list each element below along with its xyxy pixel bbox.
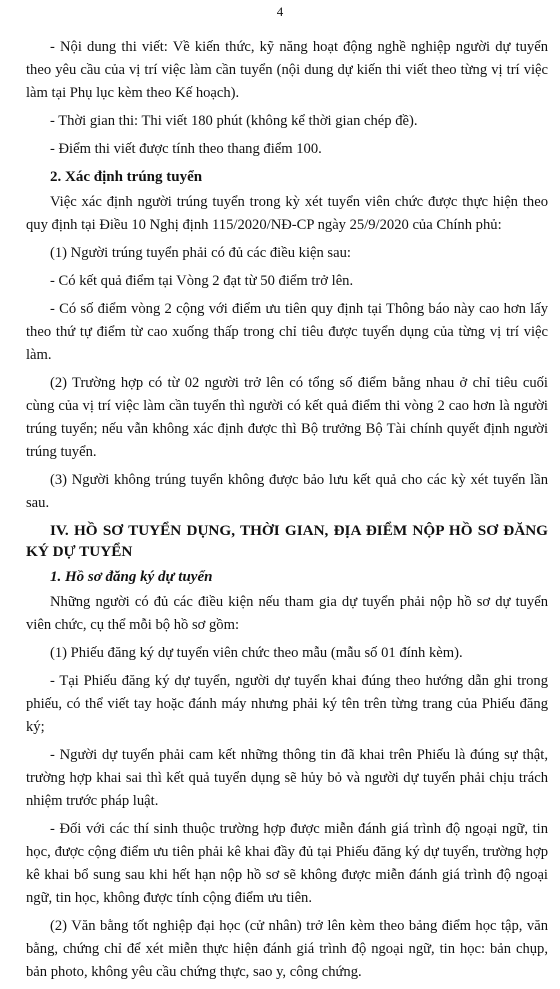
heading-determine-winners: 2. Xác định trúng tuyển xyxy=(50,169,203,185)
page-number: 4 xyxy=(276,4,284,19)
paragraph-dossier-1a: - Tại Phiếu đăng ký dự tuyển, người dự tuyển khai đúng theo hướng dẫn ghi trong phiếu, có thể viết tay hoặc đánh máy nhưng phải ký tên trên từng trang của Phiếu đăng ký; xyxy=(26,673,548,735)
paragraph-exam-content: - Nội dung thi viết: Về kiến thức, kỹ năng hoạt động nghề nghiệp người dự tuyển theo yêu cầu của vị trí việc làm cần tuyển (nội dung dự kiến thi viết theo từng vị trí việc làm tại Phụ lục kèm theo Kế hoạch). xyxy=(26,39,548,101)
paragraph-determine-intro: Việc xác định người trúng tuyển trong kỳ xét tuyển viên chức được thực hiện theo quy định tại Điều 10 Nghị định 115/2020/NĐ-CP ngày 25/9/2020 của Chính phủ: xyxy=(26,194,548,233)
paragraph-condition-2: (2) Trường hợp có từ 02 người trở lên có tổng số điểm bằng nhau ở chỉ tiêu cuối cùng của vị trí việc làm cần tuyển thì người có kết quả điểm thi vòng 2 cao hơn là người trúng tuyển; nếu vẫn không xác định được thì Bộ trưởng Bộ Tài chính quyết định người trúng tuyển. xyxy=(26,375,548,460)
heading-section-iv: IV. HỒ SƠ TUYỂN DỤNG, THỜI GIAN, ĐỊA ĐIỂM NỘP HỒ SƠ ĐĂNG KÝ DỰ TUYỂN xyxy=(26,522,548,560)
paragraph-condition-3: (3) Người không trúng tuyển không được bảo lưu kết quả cho các kỳ xét tuyển lần sau. xyxy=(26,472,548,511)
paragraph-dossier-1c: - Đối với các thí sinh thuộc trường hợp được miễn đánh giá trình độ ngoại ngữ, tin học, được cộng điểm ưu tiên phải kê khai đầy đủ tại Phiếu đăng ký dự tuyển, trường hợp kê khai bổ sung sau khi hết hạn nộp hồ sơ sẽ không được miễn đánh giá trình độ ngoại ngữ, tin học, không được tính cộng điểm ưu tiên. xyxy=(26,821,548,906)
document-body xyxy=(26,36,548,989)
paragraph-condition-1: (1) Người trúng tuyển phải có đủ các điều kiện sau: xyxy=(50,245,351,261)
paragraph-dossier-2: (2) Văn bằng tốt nghiệp đại học (cử nhân) trở lên kèm theo bảng điểm học tập, văn bằng, chứng chỉ để xét miễn thực hiện đánh giá trình độ ngoại ngữ, tin học: bản chụp, bản photo, không yêu cầu chứng thực, sao y, công chứng. xyxy=(26,918,548,980)
paragraph-condition-1b: - Có số điểm vòng 2 cộng với điểm ưu tiên quy định tại Thông báo này cao hơn lấy theo thứ tự điểm từ cao xuống thấp trong chỉ tiêu được tuyển dụng của từng vị trí việc làm. xyxy=(26,301,548,363)
paragraph-condition-1a: - Có kết quả điểm tại Vòng 2 đạt từ 50 điểm trở lên. xyxy=(50,273,354,289)
paragraph-dossier-1: (1) Phiếu đăng ký dự tuyển viên chức theo mẫu (mẫu số 01 đính kèm). xyxy=(50,645,463,661)
paragraph-exam-score: - Điểm thi viết được tính theo thang điểm 100. xyxy=(50,141,322,157)
heading-application-dossier: 1. Hồ sơ đăng ký dự tuyển xyxy=(50,569,213,585)
paragraph-dossier-1b: - Người dự tuyển phải cam kết những thông tin đã khai trên Phiếu là đúng sự thật, trường hợp khai sai thì kết quả tuyển dụng sẽ hủy bỏ và người dự tuyển phải chịu trách nhiệm trước pháp luật. xyxy=(26,747,548,809)
paragraph-dossier-intro: Những người có đủ các điều kiện nếu tham gia dự tuyển phải nộp hồ sơ dự tuyển viên chức, cụ thể mỗi bộ hồ sơ gồm: xyxy=(26,594,548,633)
paragraph-exam-time: - Thời gian thi: Thi viết 180 phút (không kể thời gian chép đề). xyxy=(50,113,418,129)
